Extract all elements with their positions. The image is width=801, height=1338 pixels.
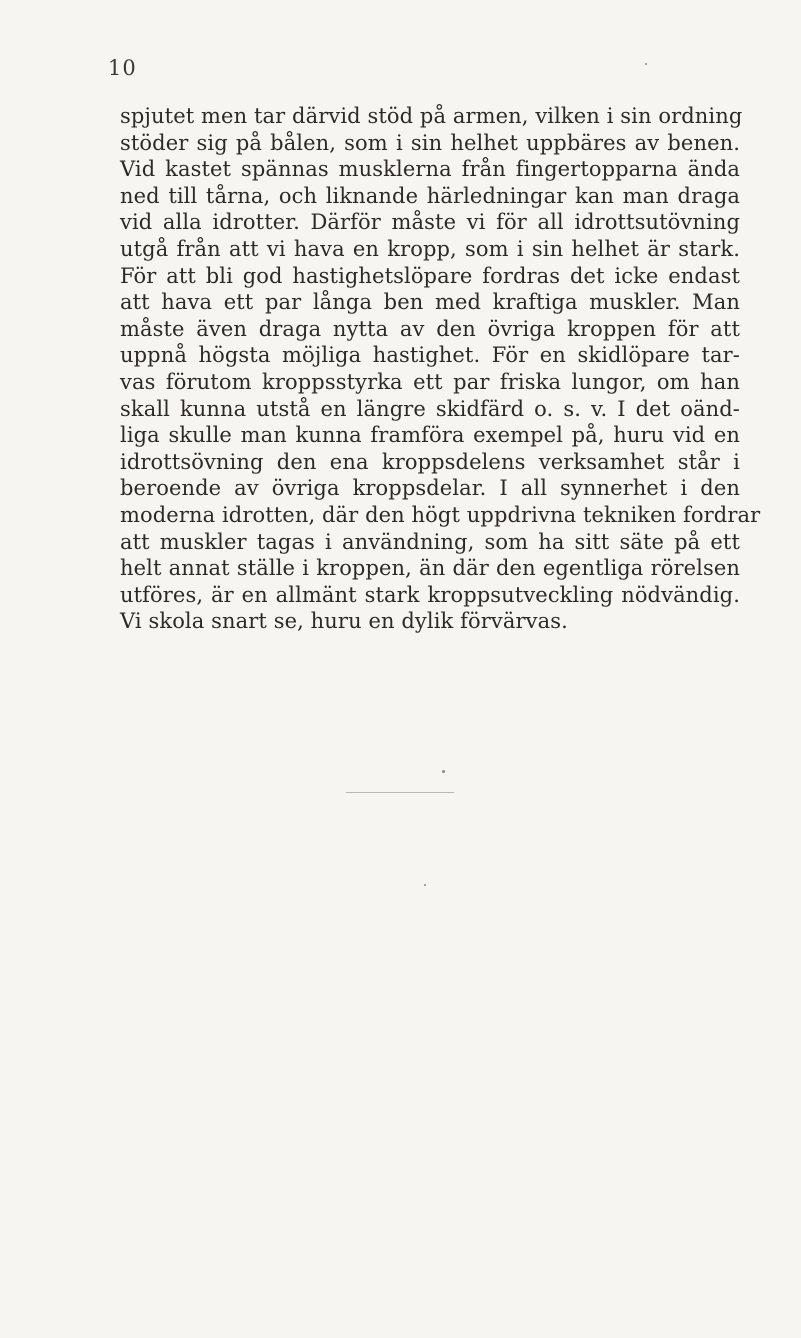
text-line: vid alla idrotter. Därför måste vi för all idrottsutövning [120,210,740,235]
ink-speck [424,884,426,886]
text-line: spjutet men tar därvid stöd på armen, vilken i sin ordning [120,104,743,128]
text-line: ned till tårna, och liknande härledningar kan man draga [120,183,740,208]
ink-speck [442,770,445,773]
section-divider [346,792,454,793]
text-line: stöder sig på bålen, som i sin helhet uppbäres av benen. [120,130,740,155]
text-line: idrottsövning den ena kroppsdelens verksamhet står i [120,449,740,474]
body-paragraph [120,103,761,635]
text-line: liga skulle man kunna framföra exempel på, huru vid en [120,423,740,448]
page-number: 10 [108,56,137,80]
text-line: Vid kastet spännas musklerna från fingertopparna ända [120,157,740,182]
ink-speck [645,63,647,65]
text-line: uppnå högsta möjliga hastighet. För en skidlöpare tar- [120,343,740,368]
text-line: utföres, är en allmänt stark kroppsutveckling nödvändig. [120,582,740,607]
text-line: moderna idrotten, där den högt uppdrivna tekniken fordrar [120,502,761,527]
text-line: måste även draga nytta av den övriga kroppen för att [120,316,740,341]
text-line: skall kunna utstå en längre skidfärd o. s. v. I det oänd- [120,396,740,421]
text-line: För att bli god hastighetslöpare fordras det icke endast [120,263,740,288]
text-line: vas förutom kroppsstyrka ett par friska lungor, om han [120,369,740,394]
text-line: att hava ett par långa ben med kraftiga muskler. Man [120,290,740,315]
text-line: att muskler tagas i användning, som ha sitt säte på ett [120,529,740,554]
text-line: Vi skola snart se, huru en dylik förvärvas. [120,609,568,634]
text-line: beroende av övriga kroppsdelar. I all synnerhet i den [120,476,740,501]
text-line: helt annat ställe i kroppen, än där den egentliga rörelsen [120,556,740,581]
text-line: utgå från att vi hava en kropp, som i sin helhet är stark. [120,236,740,261]
